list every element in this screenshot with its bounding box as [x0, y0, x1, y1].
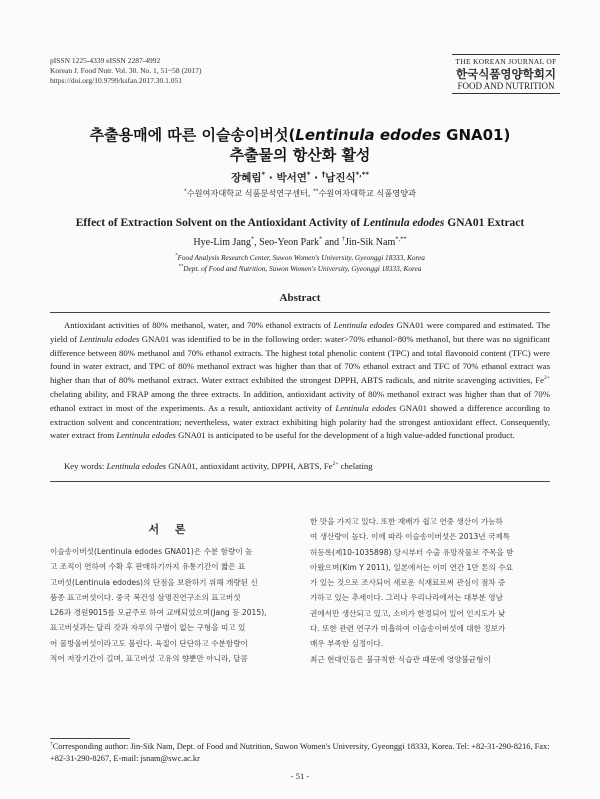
- title-en: Effect of Extraction Solvent on the Antioxidant Activity of Lentinula edodes GNA01 Extract: [75, 217, 525, 229]
- text-line: 최근 현대인들은 불규칙한 식습관 때문에 영양불균형이: [310, 654, 491, 664]
- text-line: 허등록(제10-1035898) 당시부터 수출 유망작물로 주목을 받: [310, 547, 514, 557]
- journal-logo: [452, 54, 560, 94]
- abstract-rule-bottom: [50, 481, 550, 482]
- text-line: 고버섯(Lentinula edodes)의 단점을 보완하기 위해 개량된 신: [50, 577, 258, 587]
- footnote-rule: [50, 738, 130, 739]
- title-kr-line2: 추출물의 항산화 활성: [229, 146, 371, 164]
- affiliation-en-1: *Food Analysis Research Center, Suwon Women's University, Gyeonggi 18333, Korea: [175, 253, 425, 262]
- affiliation-en-2: **Dept. of Food and Nutrition, Suwon Women's University, Gyeonggi 18333, Korea: [178, 264, 422, 273]
- text-line: 아왔으며(Kim Y 2011), 일본에서는 이미 연간 1만 톤의 수요: [310, 562, 513, 572]
- text-line: 표고버섯과는 달리 갓과 자루의 구별이 없는 구형을 띠고 있: [50, 623, 246, 633]
- authors-en: Hye-Lim Jang*, Seo-Yeon Park* and †Jin-Sik Nam*,**: [193, 235, 407, 248]
- journal-rule-top: [452, 54, 560, 55]
- page-number: - 51 -: [290, 771, 310, 781]
- text-line: 적어 저장기간이 길며, 표고버섯 고유의 향뿐만 아니라, 달콤: [50, 654, 248, 664]
- affiliations-kr: *수원여자대학교 식품분석연구센터, **수원여자대학교 식품영양과: [184, 188, 416, 198]
- text-line: 고 조직이 연하여 수확 후 판매하기까지 유통기간이 짧은 표: [50, 562, 246, 572]
- text-line: L26과 경원9015를 모균주로 하여 교배되었으며(Jang 등 2015),: [50, 608, 267, 618]
- doi-link[interactable]: https://doi.org/10.9799/ksfan.2017.30.1.051: [50, 76, 182, 85]
- abstract-heading: Abstract: [279, 292, 321, 304]
- corresponding-author-footnote: †Corresponding author: Jin-Sik Nam, Dept. of Food and Nutrition, Suwon Women's University, Gyeonggi 18333, Korea. Tel: +82-31-290-8216, Fax: +82-31-290-8267, E-mail: jsnam@swc.ac.kr: [50, 741, 550, 763]
- abstract-body: Antioxidant activities of 80% methanol, water, and 70% ethanol extracts of Lentinula edodes GNA01 were compared and estimated. The yield of Lentinula edodes GNA01 was identified to be in the following order: water>70% ethanol>80% methanol, but there was no significant difference between 80% methanol and 70% ethanol extracts. The highest total phenolic content (TPC) and total flavonoid content (TFC) were found in water extract, and TPC of 80% methanol extract was higher than that of 70% ethanol extract and TFC of 70% ethanol extract was higher than that of 80% methanol extract. Water extract exhibited the strongest DPPH, ABTS radicals, and nitrite scavenging activities, $Fe^{2+}$ chelating ability, and FRAP among the three extracts. In addition, antioxidant activity of 80% methanol extract was higher than that of 70% ethanol extract in most of the experiments. As a result, antioxidant activity of Lentinula edodes GNA01 showed a difference according to extraction solvent and concentration; nevertheless, water extract exhibiting high polarity had the strongest antioxidant effect. Consequently, water extract from Lentinula edodes GNA01 is anticipated to be useful for the development of a high value-added functional product.: [50, 320, 550, 441]
- text-line: 가하고 있는 추세이다. 그러나 우리나라에서는 대부분 영남: [310, 593, 503, 603]
- text-line: 어 물방울버섯이라고도 불린다. 육질이 단단하고 수분함량이: [50, 638, 248, 648]
- text-line: 품종 표고버섯이다. 중국 복건성 삼명진연구소의 표고버섯: [50, 592, 241, 602]
- text-line: 다. 또한 관련 연구가 미흡하여 이슬송이버섯에 대한 정보가: [310, 624, 506, 634]
- keywords: Key words: Lentinula edodes GNA01, antioxidant activity, DPPH, ABTS, $Fe^{2+}$ chelating: [64, 461, 373, 471]
- journal-name-en-bottom: FOOD AND NUTRITION: [457, 81, 555, 91]
- text-line: 여 생산량이 높다. 이에 따라 이슬송이버섯은 2013년 국제특: [310, 532, 511, 542]
- right-column: [310, 514, 550, 667]
- left-column: [50, 544, 290, 666]
- journal-name-kr: 한국식품영양학회지: [456, 67, 556, 81]
- journal-rule-bottom: [452, 93, 560, 94]
- citation-line: Korean J. Food Nutr. Vol. 30. No. 1, 51~58 (2017): [50, 66, 202, 75]
- abstract-rule-top: [50, 312, 550, 313]
- journal-name-en-top: THE KOREAN JOURNAL OF: [455, 57, 557, 66]
- issn-line: pISSN 1225-4339 eISSN 2287-4992: [50, 56, 161, 65]
- text-line: 이슬송이버섯(Lentinula edodes GNA01)은 수분 함량이 높: [50, 547, 253, 556]
- authors-kr: 장혜림* · 박서연* · †남진식*,**: [231, 170, 369, 184]
- text-line: 한 맛을 가지고 있다. 또한 재배가 쉽고 연중 생산이 가능하: [310, 517, 503, 526]
- text-line: 매우 부족한 실정이다.: [310, 639, 384, 649]
- section-heading-intro: 서 론: [148, 523, 192, 536]
- text-line: 가 있는 것으로 조사되어 새로운 식재료로써 관심이 점차 증: [310, 578, 506, 588]
- title-kr-line1: 추출용매에 따른 이슬송이버섯(Lentinula edodes GNA01): [89, 126, 511, 144]
- text-line: 권에서만 생산되고 있고, 소비가 한정되어 있어 인지도가 낮: [310, 608, 506, 618]
